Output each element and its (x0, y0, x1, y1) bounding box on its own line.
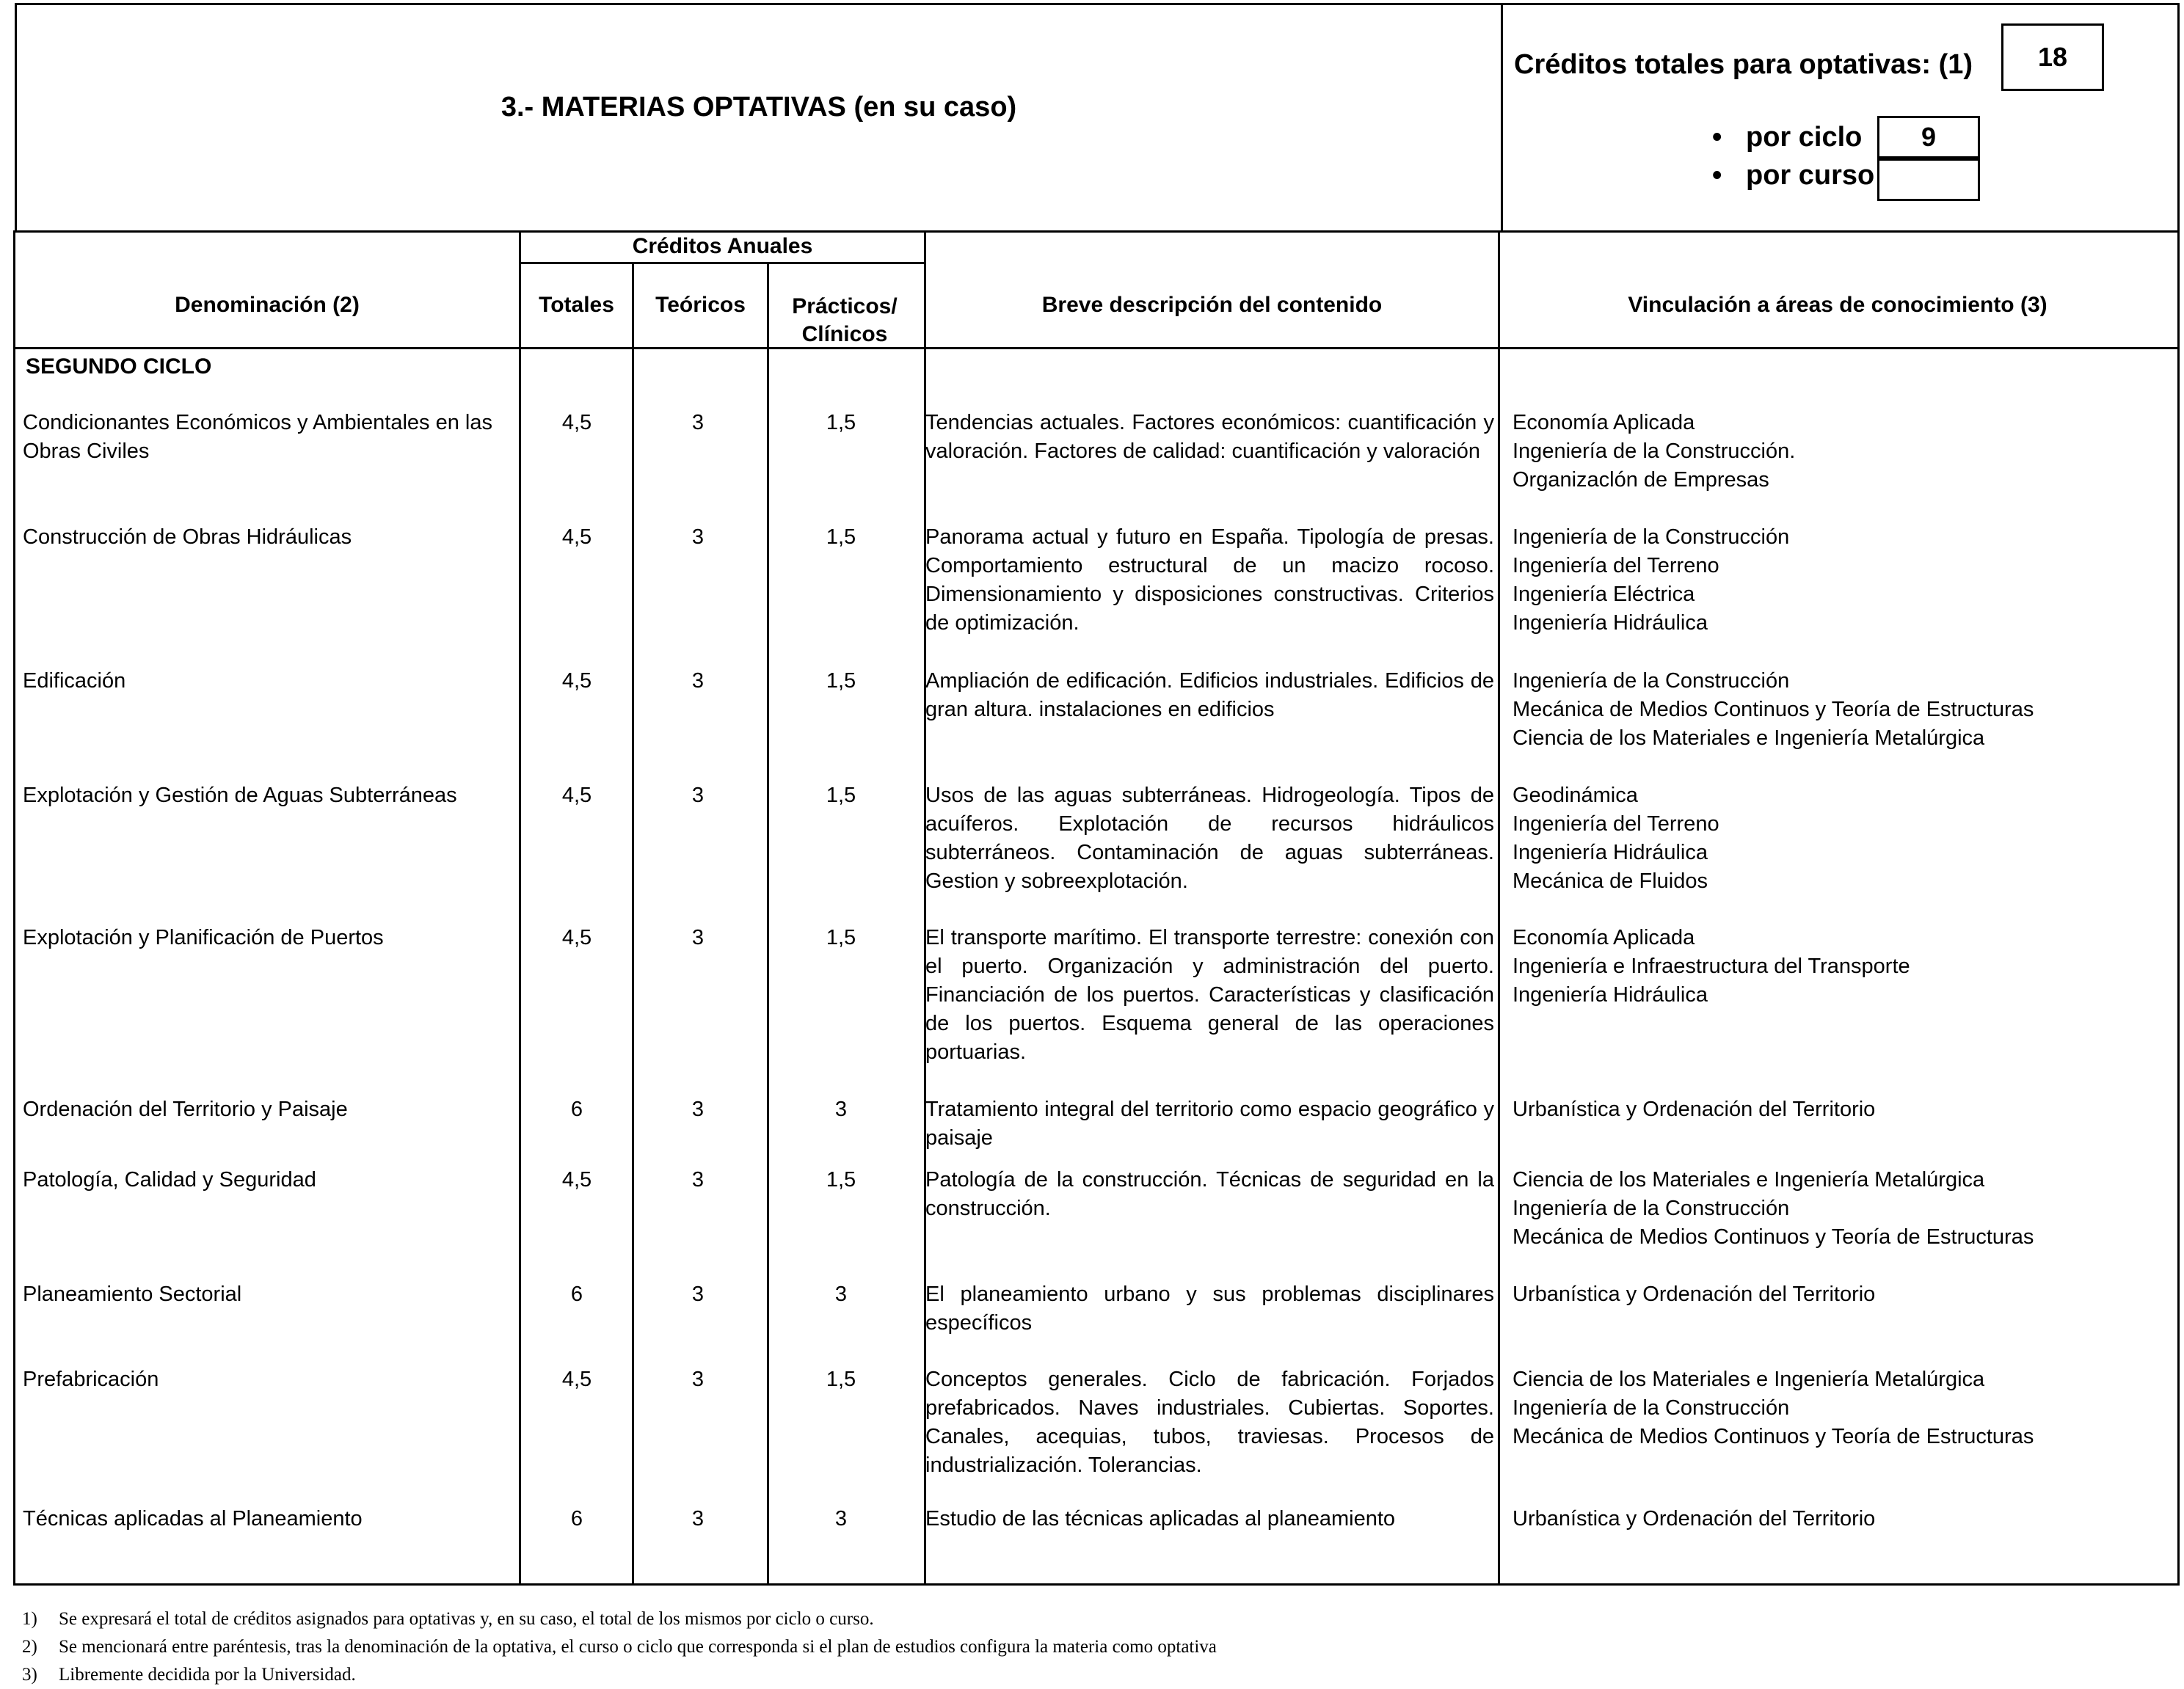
credits-totales: 4,5 (561, 1368, 592, 1391)
credits-teoricos: 3 (691, 1168, 705, 1192)
area-item: Geodinámica (1513, 784, 1638, 807)
subject-description: Conceptos generales. Ciclo de fabricación. Forjados prefabricados. Naves industriales. Cubiertas. Soportes. Canales, acequias, tubos, traviesas. Procesos de industrialización. Tolerancias. (925, 1368, 1494, 1477)
area-item: Urbanística y Ordenación del Territorio (1513, 1098, 1876, 1121)
subject-name: Prefabricación (23, 1368, 159, 1391)
knowledge-areas (1513, 409, 2158, 495)
subject-name: Técnicas aplicadas al Planeamiento (23, 1507, 363, 1531)
area-item: Ingeniería del Terreno (1513, 812, 1719, 836)
knowledge-areas (1513, 1166, 2158, 1252)
subject-name: Edificación (23, 669, 126, 693)
header-bottom-rule (15, 347, 2177, 349)
credits-teoricos: 3 (691, 1368, 705, 1391)
footnote (22, 1661, 1217, 1689)
credits-totales: 6 (570, 1098, 583, 1121)
knowledge-areas (1513, 1365, 2158, 1451)
header-denominacion: Denominación (2) (175, 293, 360, 317)
credits-practicos: 1,5 (826, 926, 856, 949)
credits-totales: 4,5 (561, 411, 592, 434)
knowledge-areas (1513, 1095, 2158, 1124)
area-item: Organizaclón de Empresas (1513, 468, 1769, 492)
por-curso-box (1877, 158, 1980, 201)
footnote-text: Se mencionará entre paréntesis, tras la denominación de la optativa, el curso o ciclo que corresponda si el plan de estudios configura la materia como optativa (59, 1637, 1217, 1657)
area-item: Ingeniería Hidráulica (1513, 983, 1708, 1007)
header-block (15, 3, 2180, 230)
subject-name: Condicionantes Económicos y Ambientales en las Obras Civiles (23, 411, 492, 463)
credits-totales: 4,5 (561, 926, 592, 949)
knowledge-areas (1513, 1505, 2158, 1533)
credits-totales: 6 (570, 1283, 583, 1306)
header-divider (1501, 5, 1503, 230)
por-curso-line (1712, 160, 1874, 191)
subject-description: Patología de la construcción. Técnicas de seguridad en la construcción. (925, 1168, 1494, 1220)
column-rule (632, 263, 634, 1586)
credits-practicos: 1,5 (826, 525, 856, 549)
credits-totales: 6 (570, 1507, 583, 1531)
knowledge-areas (1513, 523, 2158, 638)
credits-teoricos: 3 (691, 525, 705, 549)
area-item: Ingeniería e Infraestructura del Transporte (1513, 955, 1910, 978)
credits-totales: 4,5 (561, 784, 592, 807)
area-item: Ingeniería del Terreno (1513, 554, 1719, 577)
area-item: Mecánica de Medios Continuos y Teoría de Estructuras (1513, 1425, 2034, 1448)
footnote-text: Se expresará el total de créditos asignados para optativas y, en su caso, el total de los mismos por ciclo o curso. (59, 1609, 874, 1629)
area-item: Ingeniería de la Construcción (1513, 669, 1790, 693)
footnote-number: 2) (22, 1637, 37, 1657)
header-vinculacion: Vinculación a áreas de conocimiento (3) (1628, 293, 2048, 317)
area-item: Ingeniería Eléctrica (1513, 583, 1695, 606)
area-item: Ingeniería de la Construcción (1513, 525, 1790, 549)
header-rule (519, 262, 926, 264)
header-teoricos: Teóricos (655, 293, 746, 317)
subject-description: Tendencias actuales. Factores económicos: cuantificación y valoración. Factores de calidad: cuantificación y valoración (925, 411, 1494, 463)
credits-practicos: 3 (834, 1098, 848, 1121)
column-rule (519, 233, 521, 1586)
credits-teoricos: 3 (691, 411, 705, 434)
footnotes (22, 1605, 1217, 1689)
credits-practicos: 1,5 (826, 1368, 856, 1391)
subject-description: Usos de las aguas subterráneas. Hidrogeología. Tipos de acuíferos. Explotación de recursos hidráulicos subterráneos. Contaminación de aguas subterráneas. Gestion y sobreexplotación. (925, 784, 1494, 893)
optativas-table (13, 230, 2180, 1586)
credits-practicos: 3 (834, 1507, 848, 1531)
section-title: 3.- MATERIAS OPTATIVAS (en su caso) (500, 92, 1017, 123)
credits-teoricos: 3 (691, 1507, 705, 1531)
area-item: Ciencia de los Materiales e Ingeniería Metalúrgica (1513, 726, 1985, 750)
credits-teoricos: 3 (691, 926, 705, 949)
column-rule (767, 263, 769, 1586)
area-item: Economía Aplicada (1513, 926, 1695, 949)
section-label-segundo-ciclo: SEGUNDO CICLO (26, 354, 212, 379)
credits-practicos: 1,5 (826, 669, 856, 693)
area-item: Urbanística y Ordenación del Territorio (1513, 1283, 1876, 1306)
subject-description: Ampliación de edificación. Edificios industriales. Edificios de gran altura. instalaciones en edificios (925, 669, 1494, 721)
header-totales: Totales (539, 293, 614, 317)
footnote (22, 1605, 1217, 1633)
subject-name: Patología, Calidad y Seguridad (23, 1168, 316, 1192)
por-curso-label: por curso (1746, 160, 1875, 191)
subject-name: Ordenación del Territorio y Paisaje (23, 1098, 348, 1121)
area-item: Urbanística y Ordenación del Territorio (1513, 1507, 1876, 1531)
area-item: Ciencia de los Materiales e Ingeniería Metalúrgica (1513, 1368, 1985, 1391)
credits-total-label: Créditos totales para optativas: (1) (1514, 49, 1973, 80)
header-practicos: Prácticos/ Clínicos (792, 294, 898, 346)
knowledge-areas (1513, 924, 2158, 1010)
credits-teoricos: 3 (691, 1283, 705, 1306)
credits-totales: 4,5 (561, 669, 592, 693)
credits-practicos: 1,5 (826, 784, 856, 807)
subject-description: Tratamiento integral del territorio como espacio geográfico y paisaje (925, 1098, 1494, 1150)
por-ciclo-box: 9 (1877, 116, 1980, 158)
credits-teoricos: 3 (691, 1098, 705, 1121)
credits-teoricos: 3 (691, 784, 705, 807)
header-descripcion: Breve descripción del contenido (1041, 293, 1383, 317)
subject-name: Explotación y Planificación de Puertos (23, 926, 384, 949)
footnote-number: 3) (22, 1665, 37, 1685)
subject-description: Estudio de las técnicas aplicadas al planeamiento (925, 1507, 1396, 1531)
footnote-number: 1) (22, 1609, 37, 1629)
por-ciclo-line (1712, 122, 1862, 153)
area-item: Mecánica de Medios Continuos y Teoría de Estructuras (1513, 698, 2034, 721)
area-item: Mecánica de Fluidos (1513, 869, 1708, 893)
bullet-icon: • (1712, 160, 1722, 191)
area-item: Ingeniería de la Construcción (1513, 1396, 1790, 1420)
credits-practicos: 1,5 (826, 1168, 856, 1192)
area-item: Economía Aplicada (1513, 411, 1695, 434)
knowledge-areas (1513, 781, 2158, 896)
area-item: Ingeniería Hidráulica (1513, 841, 1708, 864)
credits-practicos: 1,5 (826, 411, 856, 434)
credits-totales: 4,5 (561, 525, 592, 549)
area-item: Ingeniería Hidráulica (1513, 611, 1708, 635)
area-item: Ciencia de los Materiales e Ingeniería Metalúrgica (1513, 1168, 1985, 1192)
subject-name: Explotación y Gestión de Aguas Subterráneas (23, 784, 457, 807)
knowledge-areas (1513, 1280, 2158, 1309)
footnote-text: Libremente decidida por la Universidad. (59, 1665, 356, 1685)
footnote (22, 1633, 1217, 1661)
subject-name: Planeamiento Sectorial (23, 1283, 242, 1306)
credits-totales: 4,5 (561, 1168, 592, 1192)
area-item: Mecánica de Medios Continuos y Teoría de Estructuras (1513, 1225, 2034, 1249)
subject-description: Panorama actual y futuro en España. Tipología de presas. Comportamiento estructural de un macizo rocoso. Dimensionamiento y disposiciones constructivas. Criterios de optimización. (925, 525, 1494, 635)
credits-total-box: 18 (2001, 23, 2104, 91)
credits-teoricos: 3 (691, 669, 705, 693)
subject-description: El transporte marítimo. El transporte terrestre: conexión con el puerto. Organización y administración del puerto. Financiación de los puertos. Características y clasificación de los puertos. Esquema general de las operaciones portuarias. (925, 926, 1494, 1064)
bullet-icon: • (1712, 122, 1722, 153)
area-item: Ingeniería de la Construcción. (1513, 439, 1796, 463)
column-rule (1498, 233, 1500, 1586)
subject-description: El planeamiento urbano y sus problemas disciplinares específicos (925, 1283, 1494, 1335)
por-ciclo-label: por ciclo (1746, 122, 1863, 153)
knowledge-areas (1513, 667, 2158, 753)
credits-practicos: 3 (834, 1283, 848, 1306)
header-creditos-anuales: Créditos Anuales (632, 234, 813, 258)
subject-name: Construcción de Obras Hidráulicas (23, 525, 352, 549)
area-item: Ingeniería de la Construcción (1513, 1197, 1790, 1220)
